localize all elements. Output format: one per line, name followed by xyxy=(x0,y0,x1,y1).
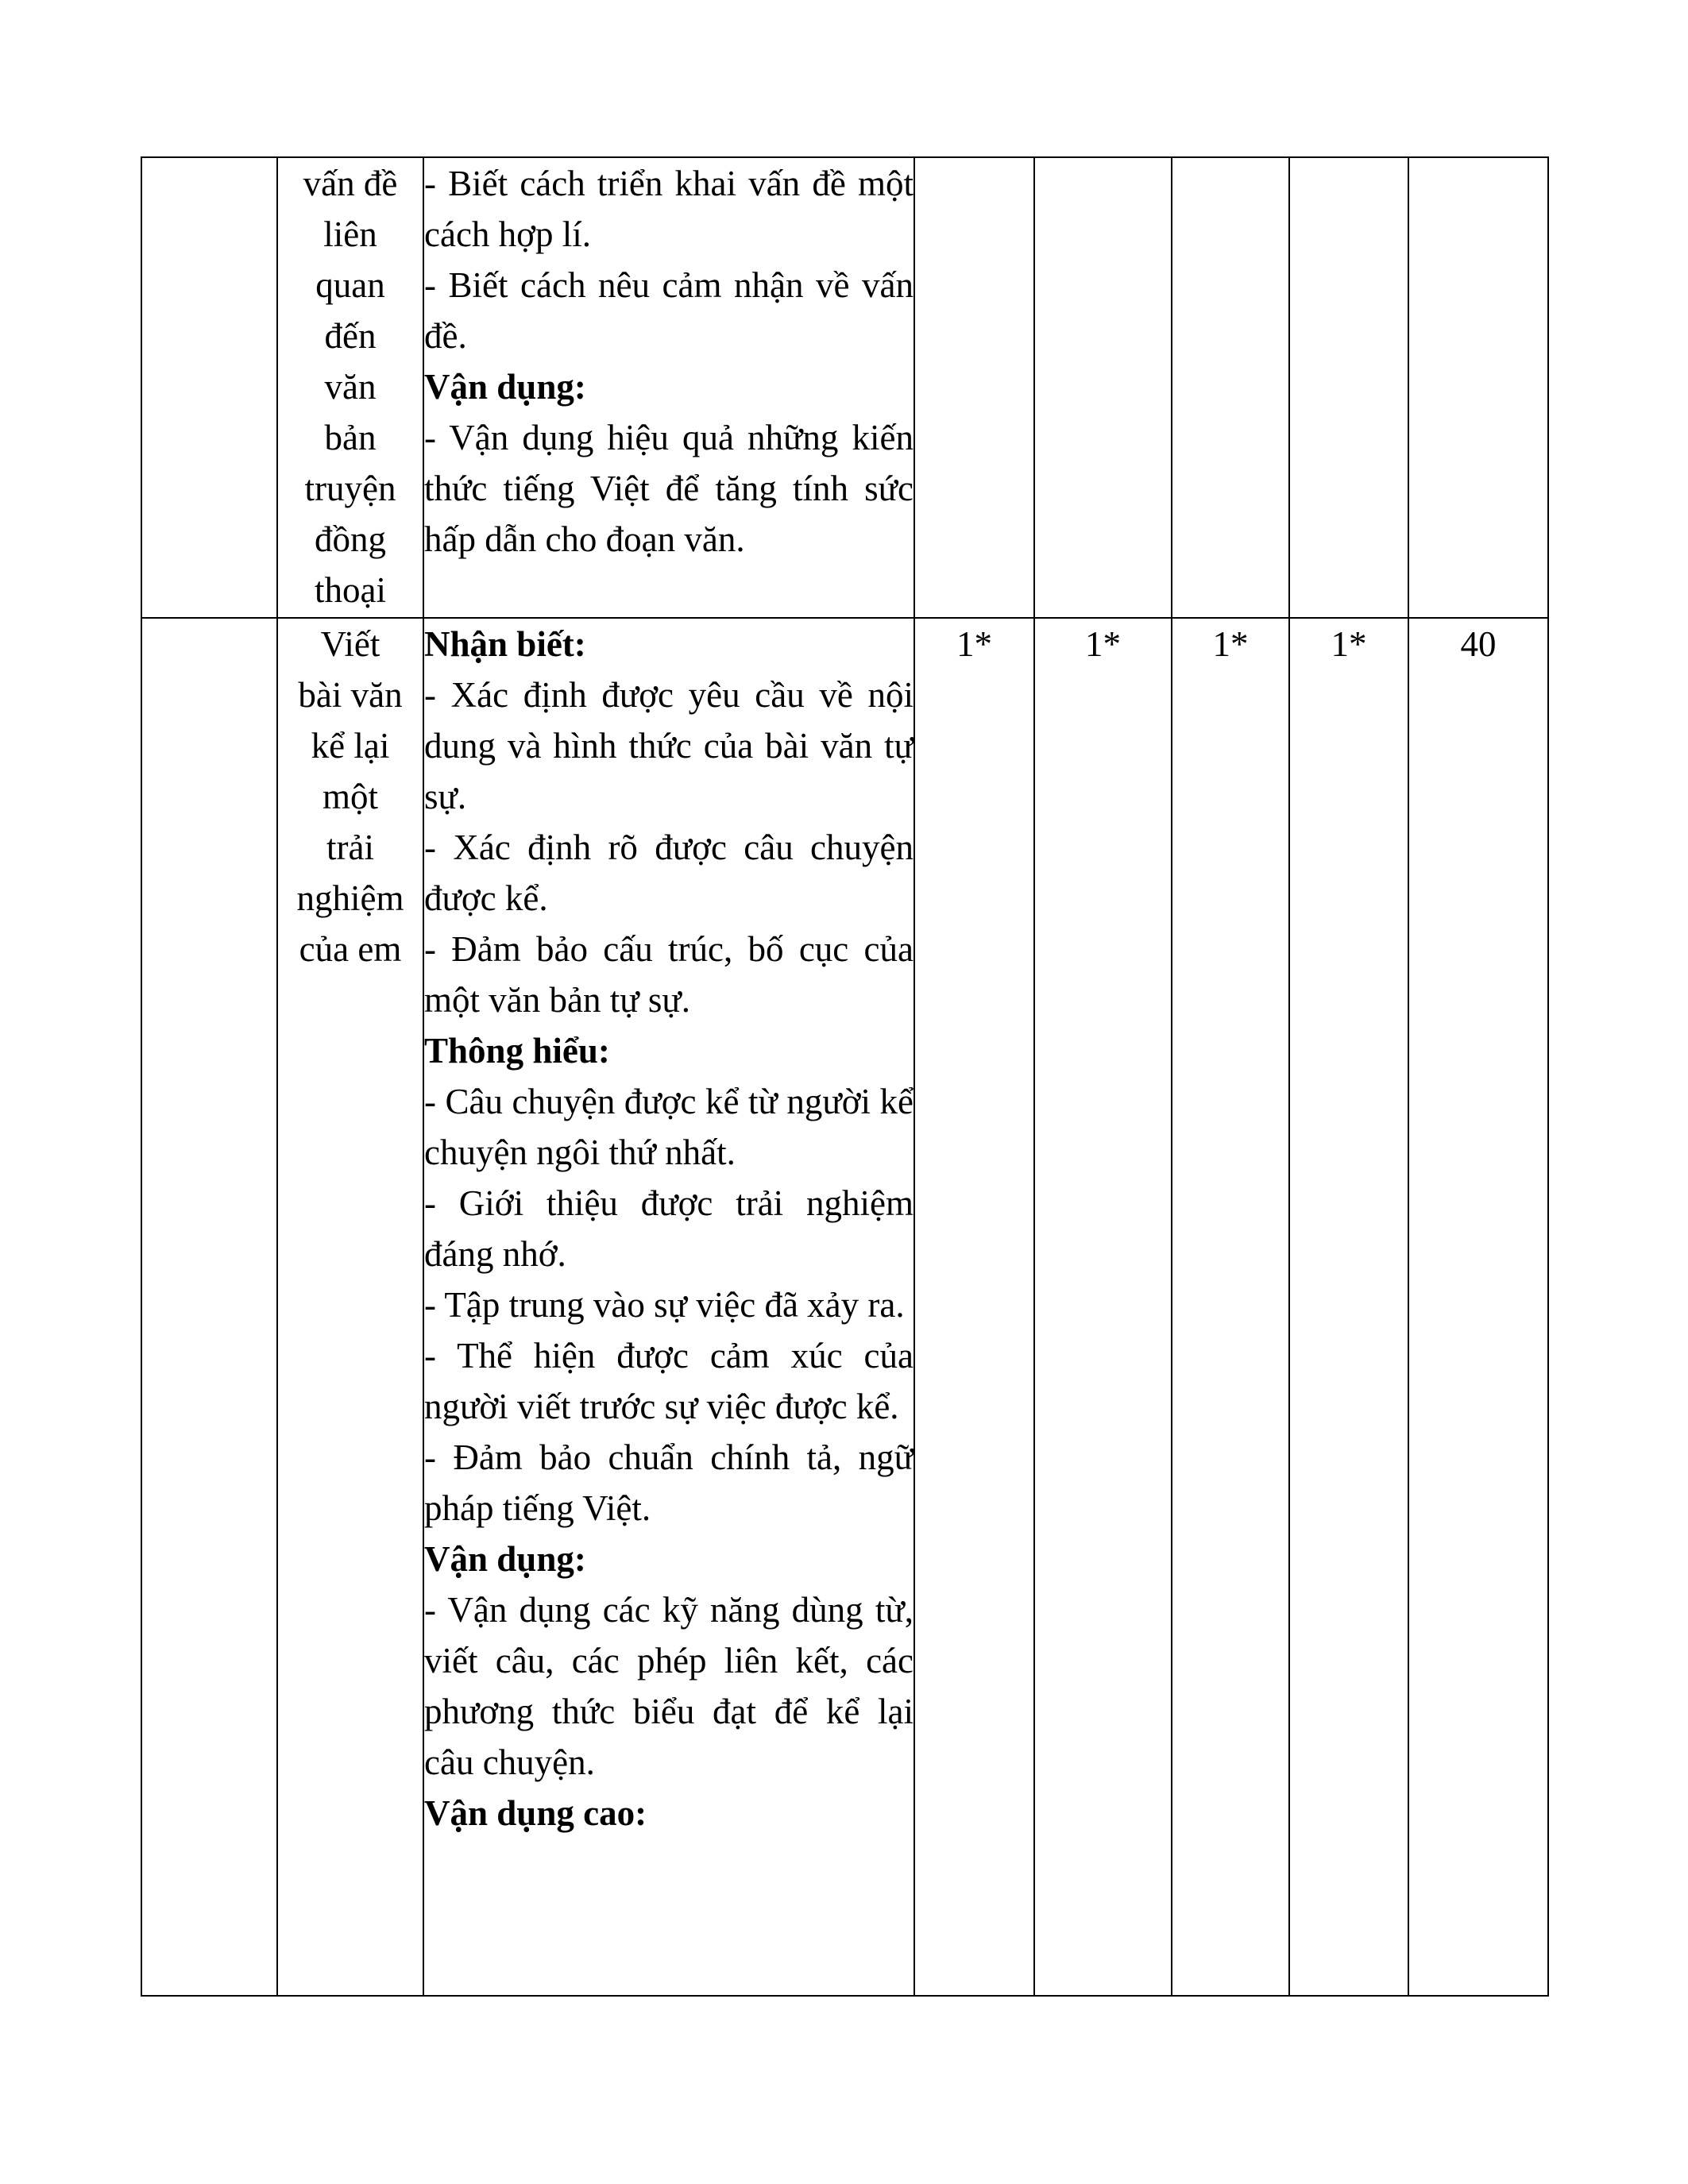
count-cell: 1* xyxy=(1289,618,1408,1996)
requirement-item: - Tập trung vào sự việc đã xảy ra. xyxy=(424,1285,905,1325)
requirement-cell xyxy=(423,157,914,618)
table-row xyxy=(141,157,1548,618)
topic-line: của em xyxy=(299,929,402,969)
count-cell xyxy=(1172,157,1289,618)
score-cell xyxy=(1408,157,1548,618)
requirement-item: - Giới thiệu được trải nghiệm đáng nhớ. xyxy=(424,1183,914,1274)
count-cell: 1* xyxy=(1034,618,1172,1996)
count-cell: 1* xyxy=(1172,618,1289,1996)
requirement-item: - Biết cách triển khai vấn đề một cách hợp lí. xyxy=(424,164,914,254)
level-heading: Nhận biết: xyxy=(424,624,586,664)
topic-cell xyxy=(277,618,423,1996)
requirement-item: - Xác định rõ được câu chuyện được kể. xyxy=(424,828,914,918)
requirement-item: - Xác định được yêu cầu về nội dung và hình thức của bài văn tự sự. xyxy=(424,675,914,816)
topic-line: liên xyxy=(323,214,377,254)
topic-line: văn xyxy=(324,367,377,407)
requirement-item: - Đảm bảo chuẩn chính tả, ngữ pháp tiếng Việt. xyxy=(424,1437,914,1528)
topic-line: thoại xyxy=(315,570,386,610)
requirement-item: - Đảm bảo cấu trúc, bố cục của một văn bản tự sự. xyxy=(424,929,914,1020)
topic-line: bản xyxy=(324,418,377,457)
topic-line: đến xyxy=(324,316,377,356)
empty-cell xyxy=(141,157,277,618)
count-cell xyxy=(1289,157,1408,618)
topic-line: trải xyxy=(326,828,374,867)
topic-cell xyxy=(277,157,423,618)
table-row xyxy=(141,618,1548,1996)
count-cell: 1* xyxy=(914,618,1034,1996)
level-heading: Thông hiểu: xyxy=(424,1031,610,1071)
requirement-item: - Biết cách nêu cảm nhận về vấn đề. xyxy=(424,265,914,356)
requirement-item: - Thể hiện được cảm xúc của người viết trước sự việc được kể. xyxy=(424,1336,914,1426)
requirement-item: - Vận dụng hiệu quả những kiến thức tiếng Việt để tăng tính sức hấp dẫn cho đoạn văn. xyxy=(424,418,914,559)
topic-line: kể lại xyxy=(311,726,390,766)
topic-line: đồng xyxy=(315,519,386,559)
requirement-item: - Vận dụng các kỹ năng dùng từ, viết câu, các phép liên kết, các phương thức biểu đạt để kể lại câu chuyện. xyxy=(424,1590,914,1782)
empty-cell xyxy=(141,618,277,1996)
level-heading: Vận dụng: xyxy=(424,367,586,407)
requirement-item: - Câu chuyện được kể từ người kể chuyện ngôi thứ nhất. xyxy=(424,1082,914,1172)
count-cell xyxy=(914,157,1034,618)
specification-table xyxy=(141,156,1549,1997)
topic-line: nghiệm xyxy=(296,878,404,918)
topic-line: một xyxy=(322,777,378,816)
level-heading: Vận dụng: xyxy=(424,1539,586,1579)
topic-line: bài văn xyxy=(298,675,403,715)
topic-line: Viết xyxy=(320,624,380,664)
count-cell xyxy=(1034,157,1172,618)
topic-line: truyện xyxy=(304,469,396,508)
topic-line: vấn đề xyxy=(303,164,398,203)
level-heading: Vận dụng cao: xyxy=(424,1793,647,1833)
topic-line: quan xyxy=(315,265,385,305)
score-cell: 40 xyxy=(1408,618,1548,1996)
requirement-cell xyxy=(423,618,914,1996)
